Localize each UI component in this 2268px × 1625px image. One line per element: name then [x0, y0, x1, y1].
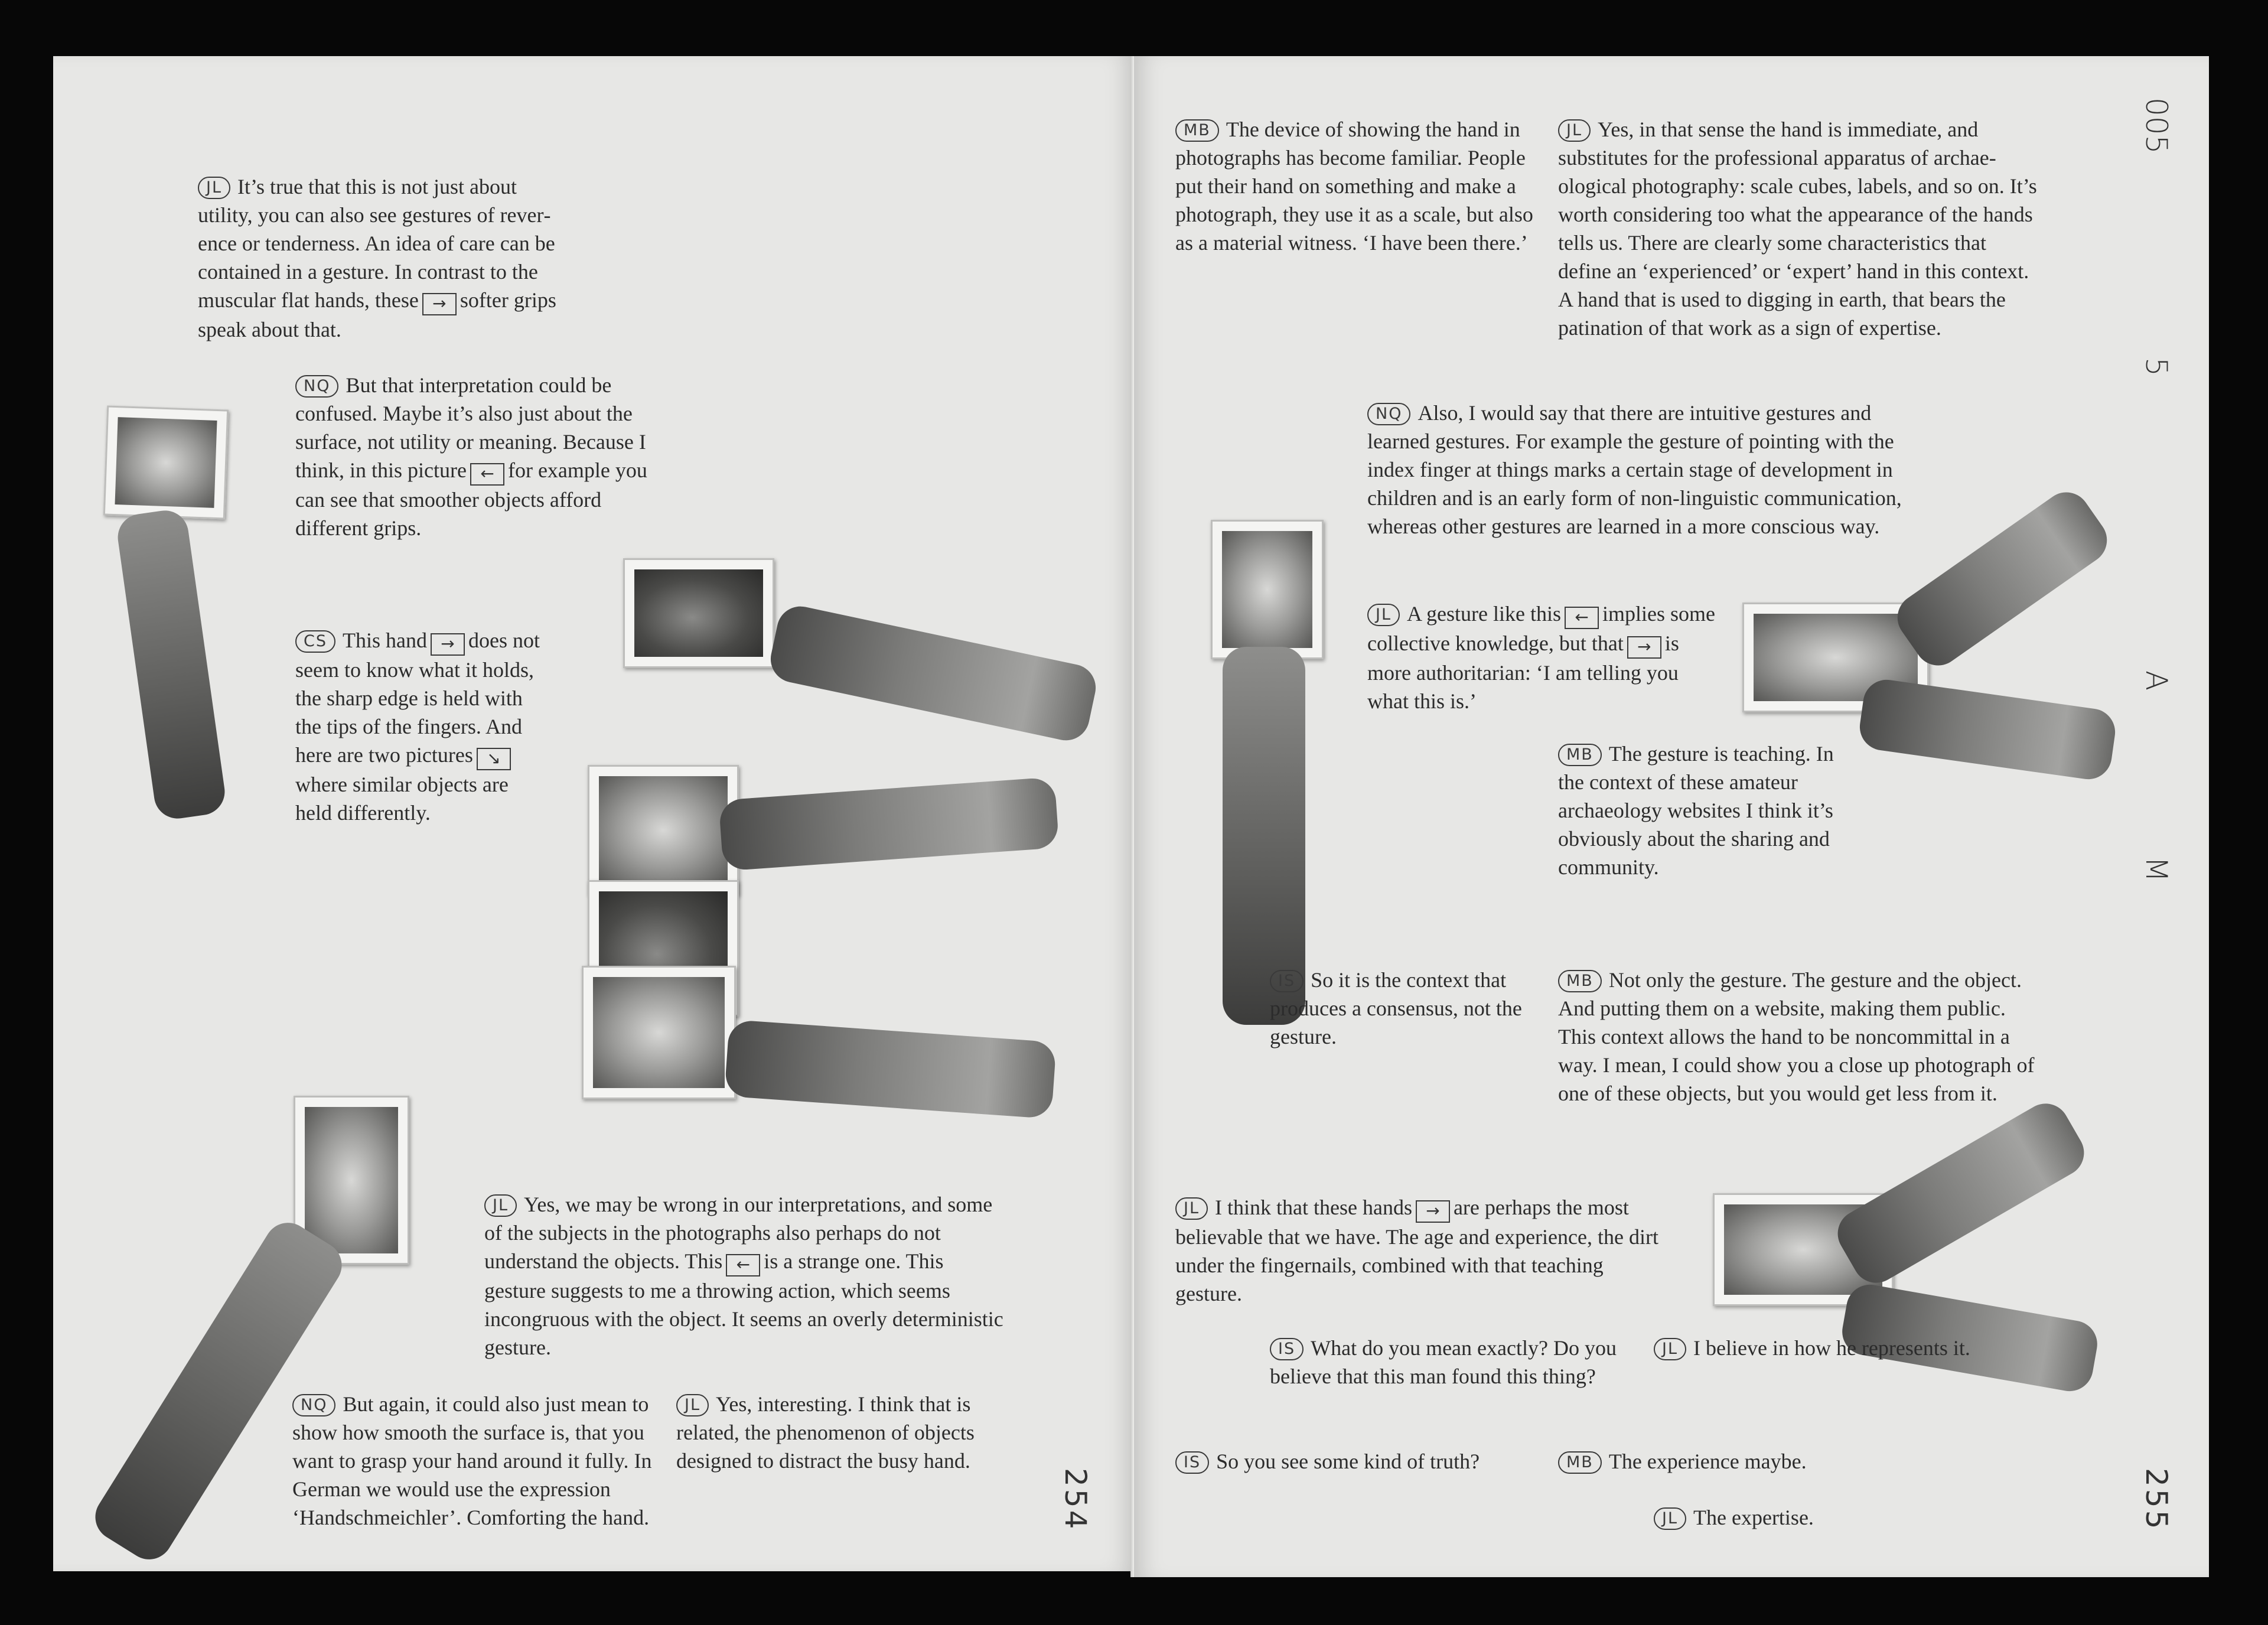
collage-arm-1: [115, 507, 227, 822]
speaker-badge: MB: [1558, 744, 1602, 766]
arrow-left-icon: ←: [726, 1254, 760, 1276]
arrow-right-icon: →: [431, 633, 465, 656]
dialogue-text: A gesture like this: [1407, 602, 1561, 626]
right-block-2: [1558, 115, 2042, 342]
right-block-1: [1175, 115, 1547, 257]
speaker-badge: MB: [1558, 1451, 1602, 1474]
dialogue-text: where similar objects are held differently.: [295, 773, 509, 825]
dialogue-text: Yes, we may be wrong in our interpretations, and some of the subjects in the photographs also perhaps do not understand the objects. This: [484, 1193, 993, 1273]
speaker-badge: NQ: [292, 1394, 335, 1416]
right-block-12: [1558, 1447, 1912, 1476]
collage-photo-pointing-right: [1211, 520, 1324, 659]
collage-arm-2: [766, 602, 1100, 745]
dialogue-text: Also, I would say that there are intuitive gestures and learned gestures. For example the gesture of pointing with the index finger at things marks a certain stage of development in children and is an early form of non-linguistic communication, whereas other gestures are learned in a more conscious way.: [1367, 401, 1902, 538]
arrow-down-right-icon: ↘: [477, 748, 511, 770]
speaker-badge: IS: [1270, 970, 1304, 992]
speaker-badge: NQ: [1367, 403, 1410, 425]
right-block-5: [1558, 740, 1853, 881]
left-block-3: [295, 626, 543, 827]
dialogue-text: Not only the gesture. The gesture and the object. And putting them on a website, making them public. This context allows the hand to be noncommittal in a way. I mean, I could show you a close up photograph of one of these objects, but you would get less from it.: [1558, 968, 2035, 1105]
collage-arm-8: [1857, 677, 2119, 783]
speaker-badge: JL: [484, 1194, 517, 1217]
left-block-6: [676, 1390, 1007, 1475]
dialogue-text: Yes, interesting. I think that is related, the phenomenon of objects designed to distract the busy hand.: [676, 1392, 975, 1473]
right-block-9: [1270, 1334, 1654, 1390]
arrow-right-icon: →: [1627, 636, 1661, 659]
speaker-badge: MB: [1175, 119, 1219, 142]
speaker-badge: NQ: [295, 375, 338, 398]
collage-arm-4: [724, 1020, 1057, 1119]
dialogue-text: The device of showing the hand in photographs has become familiar. People put their hand on something and make a photograph, they use it as a scale, but also as a material witness. ‘I have been there.’: [1175, 118, 1533, 255]
arrow-left-icon: ←: [1565, 607, 1599, 629]
dialogue-text: I believe in how he represents it.: [1693, 1336, 1970, 1360]
dialogue-text: The gesture is teaching. In the context of these amateur archaeology websites I think it’s obviously about the sharing and community.: [1558, 742, 1834, 879]
arrow-left-icon: ←: [470, 463, 504, 486]
dialogue-text: are perhaps the most believable that we have. The age and experience, the dirt under the fingernails, combined with that teaching gesture.: [1175, 1196, 1658, 1305]
arrow-right-icon: →: [422, 293, 457, 315]
dialogue-text: I think that these hands: [1215, 1196, 1412, 1219]
side-code: 005: [2139, 97, 2174, 154]
dialogue-text: But again, it could also just mean to show how smooth the surface is, that you want to grasp your hand around it fully. In German we would use the expression ‘Handschmeichler’. Comforting the hand.: [292, 1392, 652, 1529]
side-letter: M: [2139, 857, 2174, 882]
left-block-5: [292, 1390, 670, 1532]
speaker-badge: JL: [1654, 1507, 1686, 1530]
left-page: [53, 56, 1134, 1571]
speaker-badge: JL: [1367, 604, 1400, 626]
arrow-right-icon: →: [1416, 1200, 1450, 1223]
speaker-badge: CS: [295, 630, 335, 653]
left-block-4: [484, 1190, 1004, 1362]
dialogue-text: The experience maybe.: [1608, 1450, 1807, 1473]
speaker-badge: JL: [1175, 1197, 1208, 1220]
page-number: 255: [2139, 1468, 2174, 1532]
left-block-2: [295, 371, 662, 542]
right-block-7: [1558, 966, 2036, 1108]
dialogue-text: So it is the context that produces a consensus, not the gesture.: [1270, 968, 1522, 1048]
dialogue-text: But that interpretation could be confused. Maybe it’s also just about the surface, not utility or meaning. Because I think, in this picture: [295, 373, 646, 482]
left-block-1: [198, 172, 576, 344]
dialogue-text: The expertise.: [1693, 1506, 1814, 1529]
speaker-badge: MB: [1558, 970, 1602, 992]
right-block-4: [1367, 600, 1722, 715]
collage-photo-stone-4: [582, 966, 736, 1099]
collage-photo-stone-1: [623, 558, 774, 668]
right-block-6: [1270, 966, 1542, 1051]
dialogue-text: softer grips speak about that.: [198, 288, 556, 341]
dialogue-text: implies some collective knowledge, but that: [1367, 602, 1715, 655]
dialogue-text: is a strange one. This gesture suggests to me a throwing action, which seems incongruous with the object. It seems an overly deterministic gesture.: [484, 1249, 1003, 1359]
page-number: 254: [1058, 1468, 1093, 1532]
dialogue-text: is more authoritarian: ‘I am telling you what this is.’: [1367, 631, 1679, 713]
right-block-13: [1654, 1503, 2008, 1532]
speaker-badge: IS: [1270, 1338, 1304, 1360]
speaker-badge: IS: [1175, 1451, 1209, 1474]
speaker-badge: JL: [1654, 1338, 1686, 1360]
speaker-badge: JL: [1558, 119, 1591, 142]
dialogue-text: for example you can see that smoother objects afford different grips.: [295, 458, 647, 540]
dialogue-text: What do you mean exactly? Do you believe that this man found this thing?: [1270, 1336, 1617, 1388]
right-block-10: [1654, 1334, 2055, 1362]
collage-arm-3: [719, 777, 1060, 871]
side-letter: 5: [2139, 357, 2174, 376]
dialogue-text: So you see some kind of truth?: [1216, 1450, 1480, 1473]
dialogue-text: It’s true that this is not just about utility, you can also see gestures of reverence or tenderness. An idea of care can be contained in a gesture. In contrast to the muscular flat hands, these: [198, 175, 555, 312]
collage-photo-bowl: [103, 405, 229, 519]
side-letter: A: [2139, 670, 2174, 691]
right-page: [1134, 56, 2209, 1577]
dialogue-text: does not seem to know what it holds, the sharp edge is held with the tips of the fingers. And here are two pictures: [295, 628, 540, 767]
right-block-11: [1175, 1447, 1553, 1476]
speaker-badge: JL: [676, 1394, 709, 1416]
right-block-8: [1175, 1193, 1660, 1308]
speaker-badge: JL: [198, 177, 230, 199]
dialogue-text: This hand: [343, 628, 427, 652]
dialogue-text: Yes, in that sense the hand is immediate, and substitutes for the professional apparatus of archaeological photography: scale cubes, labels, and so on. It’s worth considering too what the appearance of the hands tells us. There are clearly some characteristics that define an ‘experienced’ or ‘expert’ hand in this context. A hand that is used to digging in earth, that bears the patination of that work as a sign of expertise.: [1558, 118, 2037, 340]
collage-photo-stone-2: [588, 765, 739, 895]
right-block-3: [1367, 399, 1934, 540]
